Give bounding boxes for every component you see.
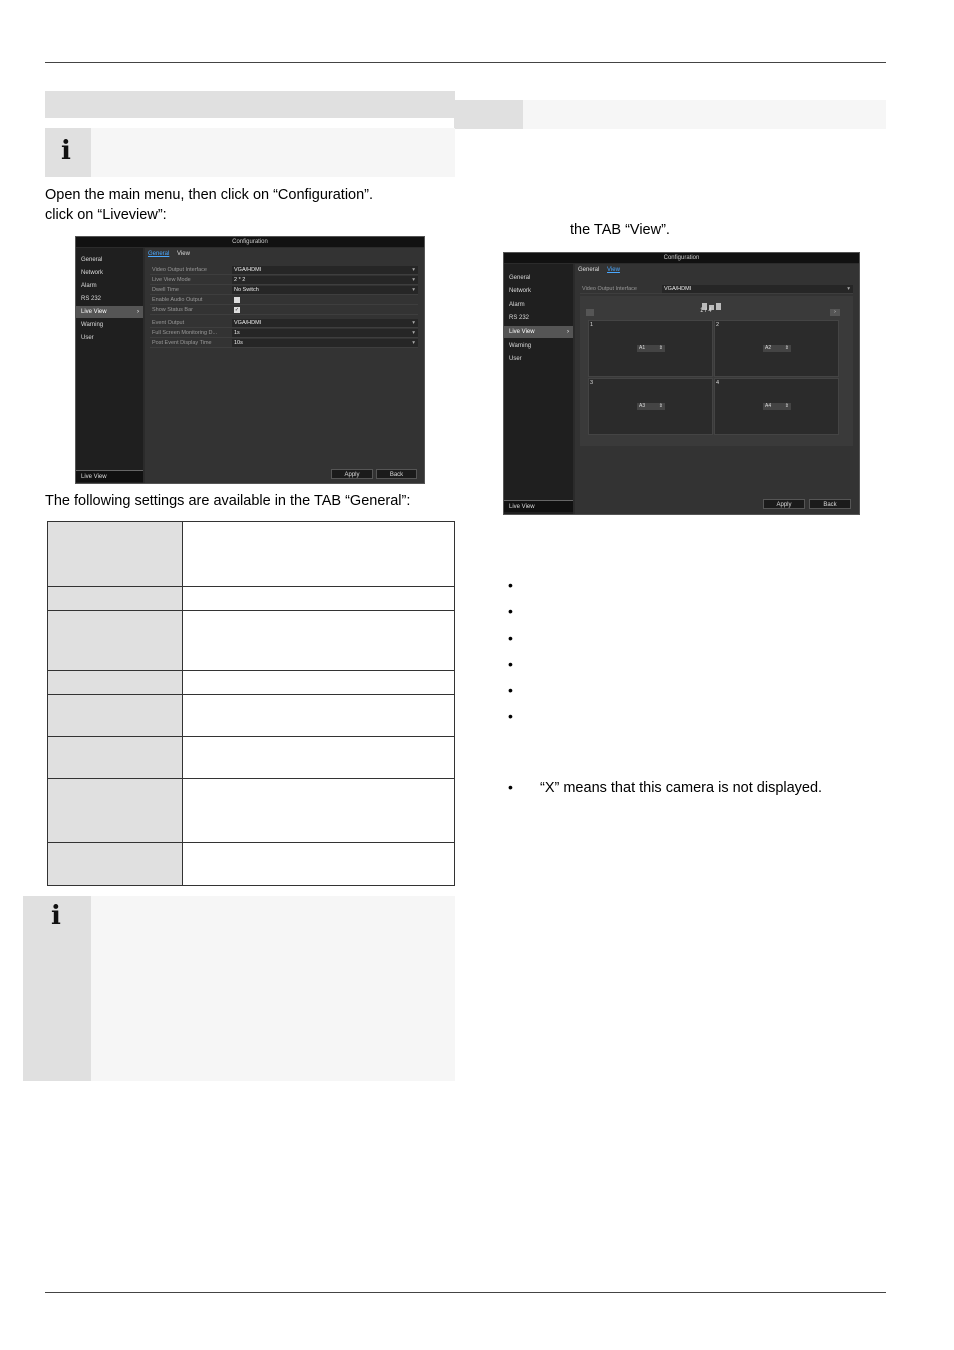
- sidebar-item-label: Live View: [509, 329, 535, 335]
- view-cell[interactable]: [588, 320, 713, 377]
- general-tab-caption: The following settings are available in the TAB “General”:: [45, 493, 411, 509]
- setting-row: [150, 319, 418, 328]
- sidebar-item-rs232[interactable]: RS 232: [81, 296, 102, 302]
- table-cell-description: [183, 779, 455, 843]
- setting-select[interactable]: [662, 285, 853, 293]
- table-row: [48, 695, 455, 737]
- setting-value: 2 * 2: [234, 277, 246, 283]
- view-cell[interactable]: [588, 378, 713, 435]
- section-header-bar-right-light: [523, 100, 886, 129]
- sidebar-item-warning[interactable]: Warning: [509, 343, 532, 349]
- tab-general[interactable]: General: [578, 267, 600, 273]
- table-row: [48, 843, 455, 886]
- camera-select[interactable]: [763, 345, 791, 352]
- sidebar-item-general[interactable]: General: [509, 275, 531, 281]
- sidebar-item-live-view[interactable]: [504, 326, 573, 338]
- table-row: [48, 671, 455, 695]
- bullet-marker: •: [508, 630, 513, 646]
- camera-value: A3: [639, 403, 646, 409]
- setting-select[interactable]: [232, 276, 418, 284]
- dropdown-arrow-icon: ▾: [412, 287, 415, 293]
- tab-view[interactable]: View: [607, 267, 620, 273]
- table-cell-label: [48, 843, 183, 886]
- setting-select[interactable]: [232, 266, 418, 274]
- setting-label: Video Output Interface: [152, 267, 207, 273]
- sidebar-item-rs232[interactable]: RS 232: [509, 315, 530, 321]
- setting-row: [150, 286, 418, 295]
- cell-number: 1: [590, 322, 594, 328]
- setting-value: VGA/HDMI: [234, 320, 262, 326]
- tab-bar: [148, 251, 196, 257]
- back-button[interactable]: Back: [809, 499, 851, 509]
- view-cell[interactable]: [714, 378, 839, 435]
- setting-label: Enable Audio Output: [152, 297, 203, 303]
- table-cell-description: [183, 587, 455, 611]
- setting-label: Post Event Display Time: [152, 340, 212, 346]
- table-cell-label: [48, 779, 183, 843]
- setting-row: [150, 329, 418, 338]
- sidebar-item-warning[interactable]: Warning: [81, 322, 104, 328]
- sidebar-item-alarm[interactable]: Alarm: [509, 302, 525, 308]
- camera-hidden-note: “X” means that this camera is not displayed.: [540, 780, 823, 796]
- setting-value: 10s: [234, 340, 243, 346]
- dropdown-arrow-icon: ⇕: [784, 403, 789, 409]
- table-cell-label: [48, 587, 183, 611]
- table-row: [48, 779, 455, 843]
- dropdown-arrow-icon: ▾: [412, 330, 415, 336]
- sidebar-footer-live-view[interactable]: Live View: [76, 470, 143, 482]
- sidebar: [76, 248, 143, 483]
- layout-mode-icons[interactable]: [701, 298, 723, 307]
- dropdown-arrow-icon: ⇕: [784, 345, 789, 351]
- setting-label: Video Output Interface: [582, 286, 637, 292]
- config-window-general: [75, 236, 425, 484]
- camera-select[interactable]: [763, 403, 791, 410]
- sidebar-item-network[interactable]: Network: [81, 270, 104, 276]
- layout-area: [580, 296, 853, 446]
- cell-number: 2: [716, 322, 720, 328]
- chevron-right-icon: ›: [567, 329, 569, 335]
- sidebar-item-alarm[interactable]: Alarm: [81, 283, 97, 289]
- main-panel: [575, 264, 859, 514]
- table-cell-description: [183, 671, 455, 695]
- info-icon: i: [51, 901, 61, 931]
- sidebar-item-live-view[interactable]: [76, 306, 143, 318]
- setting-value: VGA/HDMI: [664, 286, 692, 292]
- table-cell-label: [48, 737, 183, 779]
- sidebar-item-user[interactable]: User: [509, 356, 522, 362]
- setting-select[interactable]: [232, 339, 418, 347]
- table-cell-description: [183, 522, 455, 587]
- page-indicator: 1 / 4: [700, 308, 712, 314]
- sidebar-item-network[interactable]: Network: [509, 288, 532, 294]
- setting-row: [150, 306, 418, 315]
- bullet-marker: •: [508, 577, 513, 593]
- setting-value: No Switch: [234, 287, 259, 293]
- camera-select[interactable]: [637, 403, 665, 410]
- info-icon-column: [45, 128, 91, 177]
- dropdown-arrow-icon: ▾: [412, 320, 415, 326]
- dropdown-arrow-icon: ▾: [412, 267, 415, 273]
- apply-button[interactable]: Apply: [331, 469, 373, 479]
- setting-label: Live View Mode: [152, 277, 191, 283]
- view-tab-caption: the TAB “View”.: [570, 222, 670, 238]
- setting-checkbox-cell: [232, 296, 418, 304]
- next-page-button[interactable]: ›: [830, 309, 840, 316]
- setting-select[interactable]: [232, 286, 418, 294]
- table-cell-description: [183, 737, 455, 779]
- setting-select[interactable]: [232, 319, 418, 327]
- table-cell-label: [48, 695, 183, 737]
- cell-number: 3: [590, 380, 594, 386]
- window-title: Configuration: [76, 237, 424, 247]
- setting-checkbox-cell: [232, 306, 418, 314]
- setting-select[interactable]: [232, 329, 418, 337]
- table-cell-description: [183, 843, 455, 886]
- audio-output-checkbox[interactable]: [234, 297, 240, 303]
- dropdown-arrow-icon: ▾: [412, 277, 415, 283]
- dropdown-arrow-icon: ⇕: [658, 345, 663, 351]
- setting-row: [150, 266, 418, 275]
- table-cell-label: [48, 671, 183, 695]
- dropdown-arrow-icon: ⇕: [658, 403, 663, 409]
- setting-label: Full Screen Monitoring D...: [152, 330, 218, 336]
- setting-row: [150, 276, 418, 285]
- table-cell-description: [183, 695, 455, 737]
- intro-line-1: Open the main menu, then click on “Configuration”.: [45, 187, 374, 203]
- camera-value: A4: [765, 403, 772, 409]
- setting-row: [150, 296, 418, 305]
- sidebar-footer-live-view[interactable]: Live View: [504, 500, 573, 512]
- bullet-marker: •: [508, 682, 513, 698]
- section-header-bar-left: [45, 91, 455, 118]
- prev-page-button[interactable]: [586, 309, 594, 316]
- table-row: [48, 522, 455, 587]
- setting-label: Event Output: [152, 320, 185, 326]
- cell-number: 4: [716, 380, 720, 386]
- footer-rule: [45, 1292, 886, 1293]
- table-row: [48, 737, 455, 779]
- config-window-view: [503, 252, 860, 515]
- header-rule: [45, 62, 886, 63]
- setting-value: 1s: [234, 330, 240, 336]
- info-icon-column: [23, 896, 91, 1081]
- sidebar-item-label: Live View: [81, 309, 107, 315]
- sidebar: [504, 264, 573, 514]
- tab-view[interactable]: View: [177, 251, 190, 257]
- setting-label: Show Status Bar: [152, 307, 193, 313]
- back-button[interactable]: Back: [376, 469, 417, 479]
- section-header-bar-right: [454, 100, 523, 129]
- main-panel: [145, 248, 424, 483]
- setting-row: [580, 285, 853, 294]
- table-cell-label: [48, 522, 183, 587]
- sidebar-item-user[interactable]: User: [81, 335, 94, 341]
- setting-value: VGA/HDMI: [234, 267, 262, 273]
- camera-select[interactable]: [637, 345, 665, 352]
- info-icon: i: [61, 136, 71, 166]
- tab-bar: [578, 267, 626, 273]
- bullet-marker: •: [508, 603, 513, 619]
- status-bar-checkbox[interactable]: ✓: [234, 306, 240, 313]
- table-cell-description: [183, 611, 455, 671]
- settings-table: [47, 521, 455, 886]
- table-row: [48, 611, 455, 671]
- info-box-top: [45, 128, 455, 177]
- chevron-right-icon: ›: [137, 309, 139, 315]
- tab-general[interactable]: General: [148, 251, 170, 257]
- dropdown-arrow-icon: ▾: [847, 286, 850, 292]
- bullet-marker: •: [508, 708, 513, 724]
- apply-button[interactable]: Apply: [763, 499, 805, 509]
- table-cell-label: [48, 611, 183, 671]
- camera-value: A2: [765, 345, 772, 351]
- table-row: [48, 587, 455, 611]
- bullet-marker: •: [508, 656, 513, 672]
- setting-row: [150, 339, 418, 348]
- bullet-marker: •: [508, 779, 513, 795]
- window-title: Configuration: [504, 253, 859, 263]
- intro-line-2: click on “Liveview”:: [45, 207, 167, 223]
- camera-value: A1: [639, 345, 646, 351]
- view-cell[interactable]: [714, 320, 839, 377]
- dropdown-arrow-icon: ▾: [412, 340, 415, 346]
- sidebar-item-general[interactable]: General: [81, 257, 103, 263]
- setting-label: Dwell Time: [152, 287, 179, 293]
